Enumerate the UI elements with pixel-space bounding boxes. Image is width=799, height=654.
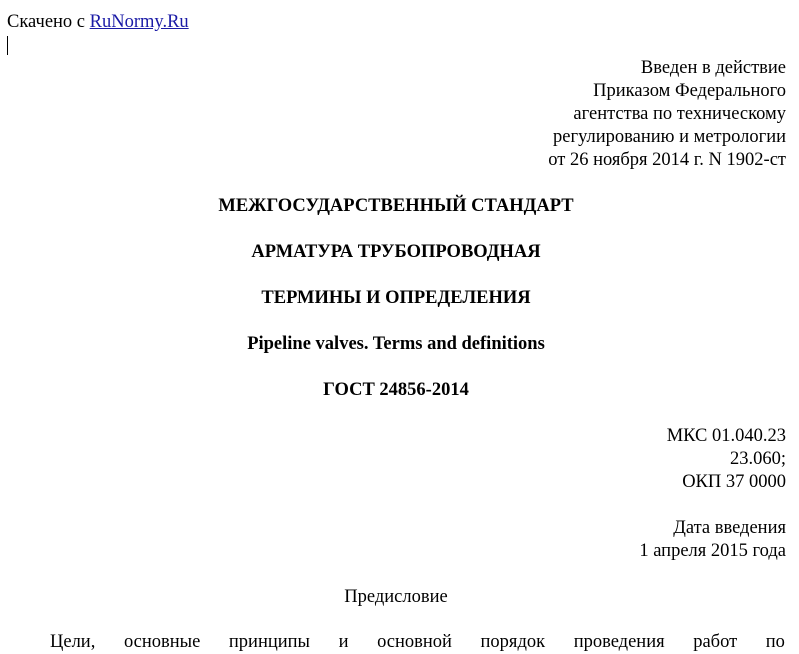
enactment-line: агентства по техническому xyxy=(573,104,786,124)
intro-date-value: 1 апреля 2015 года xyxy=(639,541,786,561)
foreword-word: проведения xyxy=(573,632,665,652)
foreword-first-line xyxy=(50,631,785,654)
classification-line: 23.060; xyxy=(729,449,786,469)
download-source xyxy=(7,11,189,34)
foreword-word: основные xyxy=(123,632,201,652)
enactment-line: Введен в действие xyxy=(640,58,786,78)
foreword-word: Цели, xyxy=(50,632,96,652)
foreword-word: основной xyxy=(377,632,452,652)
subject-heading: АРМАТУРА ТРУБОПРОВОДНАЯ xyxy=(251,242,541,262)
intro-date-label: Дата введения xyxy=(673,518,786,538)
foreword-heading: Предисловие xyxy=(344,587,448,607)
gost-number: ГОСТ 24856-2014 xyxy=(323,380,469,400)
classification-line: ОКП 37 0000 xyxy=(682,472,786,492)
foreword-word: принципы xyxy=(228,632,310,652)
foreword-word: и xyxy=(338,632,349,652)
enactment-line: регулированию и метрологии xyxy=(553,127,786,147)
foreword-word: порядок xyxy=(480,632,546,652)
subtitle-heading: ТЕРМИНЫ И ОПРЕДЕЛЕНИЯ xyxy=(261,288,531,308)
english-title: Pipeline valves. Terms and definitions xyxy=(247,334,545,354)
enactment-line: Приказом Федерального xyxy=(593,81,786,101)
foreword-word: по xyxy=(765,632,785,652)
classification-line: МКС 01.040.23 xyxy=(666,426,786,446)
text-cursor xyxy=(7,36,8,55)
foreword-word: работ xyxy=(693,632,738,652)
standard-type-heading: МЕЖГОСУДАРСТВЕННЫЙ СТАНДАРТ xyxy=(218,196,574,216)
download-source-prefix: Скачено с xyxy=(7,12,90,32)
runormy-link[interactable]: RuNormy.Ru xyxy=(89,12,189,32)
enactment-line: от 26 ноября 2014 г. N 1902-ст xyxy=(548,150,786,170)
